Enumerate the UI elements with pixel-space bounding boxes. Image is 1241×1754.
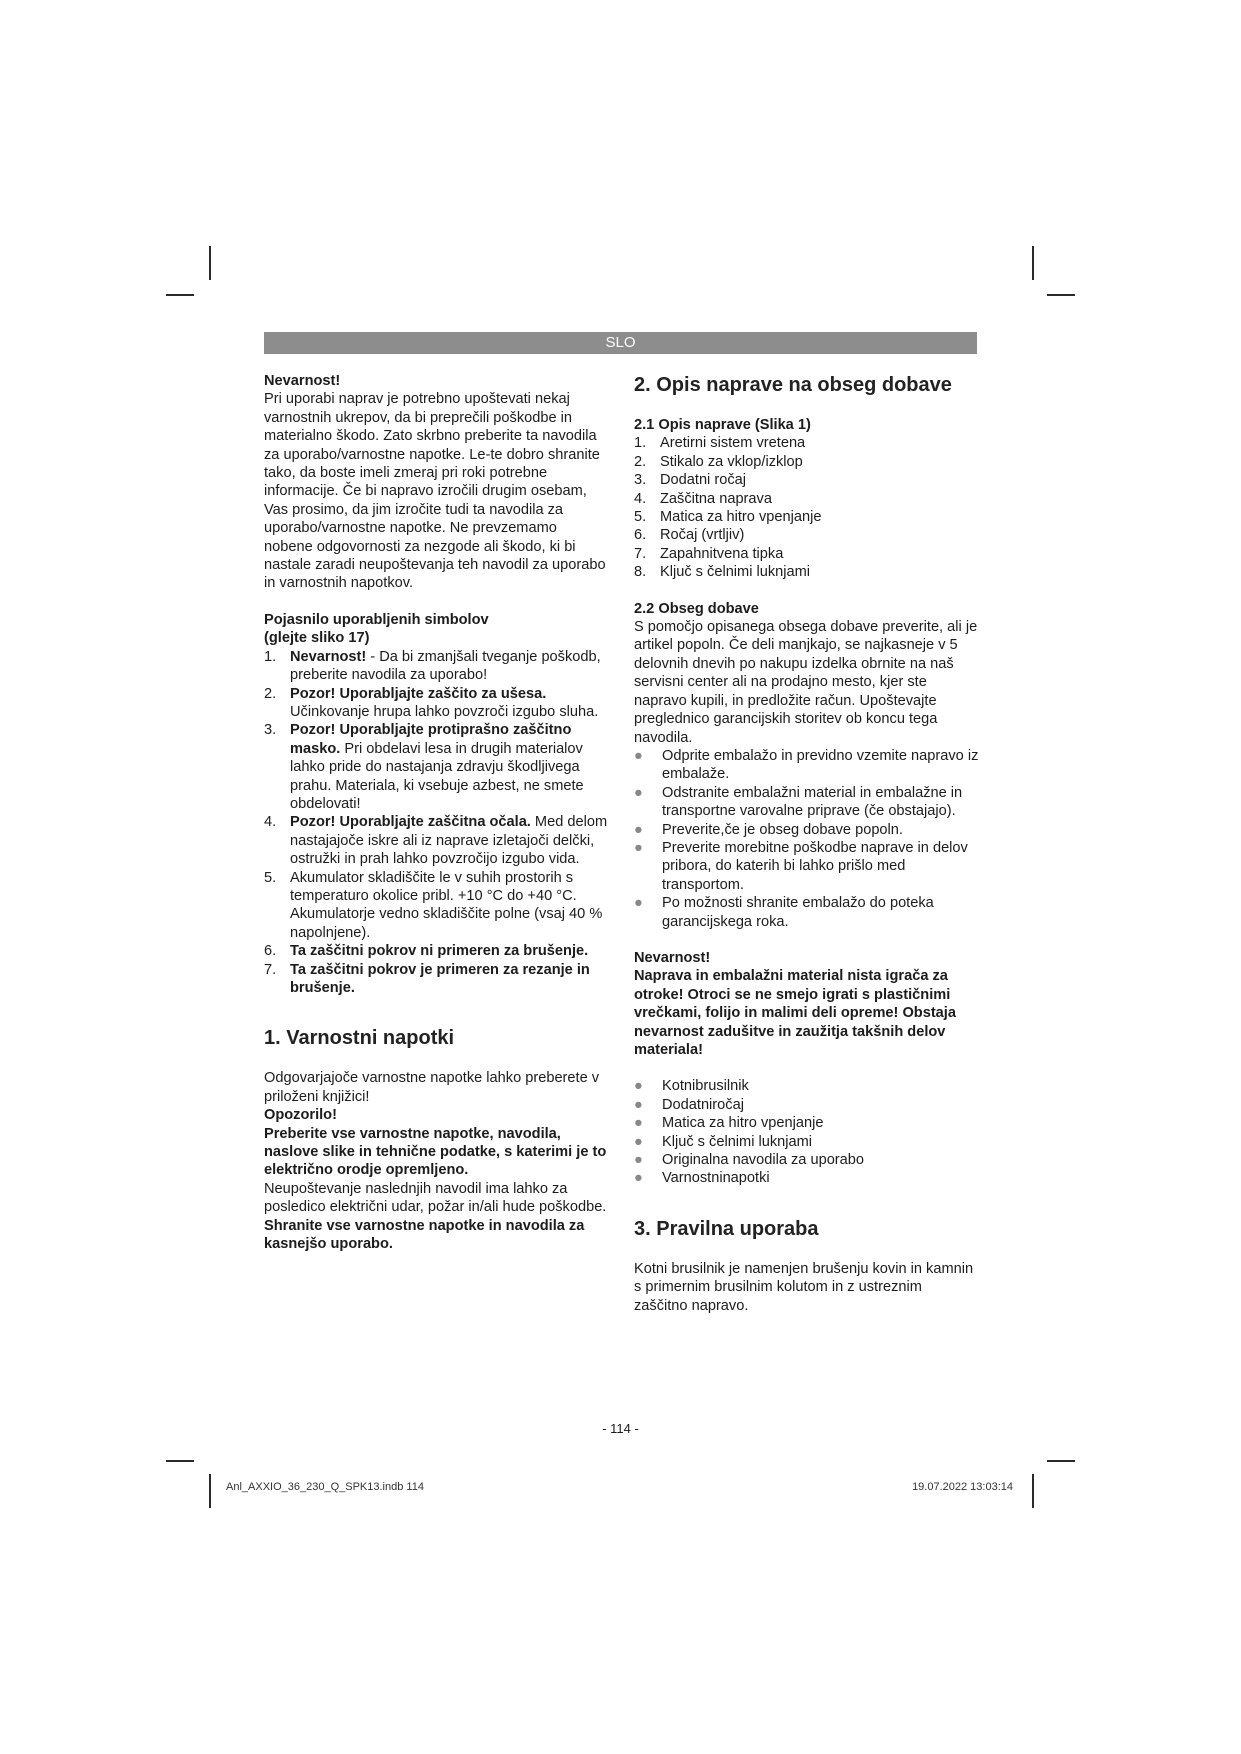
danger-text: Pri uporabi naprav je potrebno upoštevati nekaj varnostnih ukrepov, da bi preprečili poškodbe in materialno škodo. Zato skrbno preberite ta navodila za uporabo/varnostne napotke. Le-te dobro shranite tako, da boste imeli zmeraj pri roki potrebne informacije. Če bi napravo izročili drugim osebam, Vas prosimo, da jim izročite tudi ta navodila za uporabo/varnostne napotke. Ne prevzemamo nobene odgovornosti za nezgode ali škodo, ki bi nastale zaradi neupoštevanja teh navodil za uporabo in varnostnih napotkov. [264,391,606,592]
bullet-icon: ● [634,1115,643,1132]
section-1-intro: Odgovarjajoče varnostne napotke lahko preberete v priloženi knjižici! [264,1070,600,1105]
warning-text: Neupoštevanje naslednjih navodil ima lahko za posledico električni udar, požar in/ali hude poškodbe. [264,1180,607,1216]
bullet-icon: ● [634,784,643,801]
section-1-heading: 1. Varnostni napotki [264,1027,455,1050]
bullet-icon: ● [634,895,643,912]
crop-mark [209,246,211,280]
list-item: 3. Dodatni ročaj [634,472,746,489]
list-item: ● Odprite embalažo in previdno vzemite napravo iz embalaže. [634,747,979,783]
list-item: ● Preverite morebitne poškodbe naprave in delov pribora, do katerih bi lahko prišlo med transportom. [634,839,968,893]
list-item: ● Dodatniročaj [634,1096,744,1113]
crop-mark [209,1474,211,1508]
symbols-subtitle: (glejte sliko 17) [264,630,370,647]
language-header: SLO [264,332,977,354]
right-column [634,372,979,1315]
list-item: 5. Akumulator skladiščite le v suhih prostorih s temperaturo okolice pribl. +10 °C do +40 °C. Akumulatorje vedno skladiščite polne (vsaj 40 % napolnjene). [264,869,603,941]
list-item: ● Matica za hitro vpenjanje [634,1115,824,1132]
list-item: 2. Pozor! Uporabljajte zaščito za ušesa. Učinkovanje hrupa lahko povzroči izgubo sluha. [264,685,599,720]
list-item: ● Preverite,če je obseg dobave popoln. [634,821,903,838]
bullet-icon: ● [634,1078,643,1095]
crop-mark [1047,294,1075,296]
list-item: 1. Nevarnost! - Da bi zmanjšali tveganje poškodb, preberite navodila za uporabo! [264,648,601,684]
keep-instructions: Shranite vse varnostne napotke in navodila za kasnejšo uporabo. [264,1217,585,1253]
bullet-icon: ● [634,747,643,764]
list-item: 7. Zapahnitvena tipka [634,545,784,562]
crop-mark [1047,1460,1075,1462]
parts-list [634,434,979,581]
list-item: ● Odstranite embalažni material in embalažne in transportne varovalne priprave (če obstajajo). [634,784,963,820]
bullet-icon: ● [634,1152,643,1169]
danger-title-right: Nevarnost! [634,949,711,966]
list-item: 2. Stikalo za vklop/izklop [634,453,803,470]
crop-mark [1032,246,1034,280]
list-item: ● Varnostninapotki [634,1170,770,1187]
warning-bold-text: Preberite vse varnostne napotke, navodila, naslove slike in tehnične podatke, s katerimi je to električno orodje opremljeno. [264,1125,607,1179]
symbols-title: Pojasnilo uporabljenih simbolov [264,611,489,628]
bullet-icon: ● [634,839,643,856]
check-list [634,747,979,931]
subsection-2-1-heading: 2.1 Opis naprave (Slika 1) [634,417,811,433]
crop-mark [166,294,194,296]
symbols-list [264,648,609,998]
bullet-icon: ● [634,1170,643,1187]
delivery-scope-text: S pomočjo opisanega obsega dobave preverite, ali je artikel popoln. Če deli manjkajo, se najkasneje v 5 delovnih dnevih po nakupu izdelka obrnite na naš servisni center ali na prodajno mesto, kjer ste napravo kupili, in predložite račun. Upoštevajte preglednico garancijskih storitev ob koncu tega navodila. [634,619,978,746]
list-item: 6. Ročaj (vrtljiv) [634,527,745,544]
crop-mark [166,1460,194,1462]
section-3-heading: 3. Pravilna uporaba [634,1217,819,1240]
crop-mark [1032,1474,1034,1508]
section-3-text: Kotni brusilnik je namenjen brušenju kovin in kamnin s primernim brusilnim kolutom in z ustreznim zaščitno napravo. [634,1260,974,1314]
warning-title: Opozorilo! [264,1107,337,1124]
subsection-2-2-heading: 2.2 Obseg dobave [634,600,759,617]
page-number: - 114 - [602,1421,639,1436]
section-2-heading: 2. Opis naprave na obseg dobave [634,374,952,396]
list-item: 4. Zaščitna naprava [634,490,772,507]
list-item: ● Po možnosti shranite embalažo do poteka garancijskega roka. [634,895,934,930]
list-item: 8. Ključ s čelnimi luknjami [634,564,811,581]
danger-title: Nevarnost! [264,373,341,389]
left-column [264,372,609,1253]
bullet-icon: ● [634,821,643,838]
list-item: ● Ključ s čelnimi luknjami [634,1133,813,1150]
list-item: 7. Ta zaščitni pokrov je primeren za rezanje in brušenje. [264,961,590,996]
list-item: 3. Pozor! Uporabljajte protiprašno zaščitno masko. Pri obdelavi lesa in drugih materialov lahko pride do nastajanja zdravju škodljivega prahu. Materiala, ki vsebuje azbest, ne smete obdelovati! [264,722,584,812]
list-item: 5. Matica za hitro vpenjanje [634,509,822,526]
footer-date: 19.07.2022 13:03:14 [912,1481,1013,1493]
list-item: 1. Aretirni sistem vretena [634,435,806,452]
delivery-list [634,1077,979,1187]
list-item: ● Kotnibrusilnik [634,1078,749,1095]
list-item: ● Originalna navodila za uporabo [634,1152,865,1169]
footer-file-info: Anl_AXXIO_36_230_Q_SPK13.indb 114 [226,1481,424,1493]
danger-bold-text: Naprava in embalažni material nista igrača za otroke! Otroci se ne smejo igrati s plastičnimi vrečkami, folijo in malimi deli opreme! Obstaja nevarnost zadušitve in zaužitja takšnih delov materiala! [634,968,956,1058]
bullet-icon: ● [634,1096,643,1113]
bullet-icon: ● [634,1133,643,1150]
list-item: 4. Pozor! Uporabljajte zaščitna očala. Med delom nastajajoče iskre ali iz naprave izletajoči delčki, ostružki in prah lahko povzročijo izgubo vida. [264,814,608,868]
list-item: 6. Ta zaščitni pokrov ni primeren za brušenje. [264,943,589,960]
